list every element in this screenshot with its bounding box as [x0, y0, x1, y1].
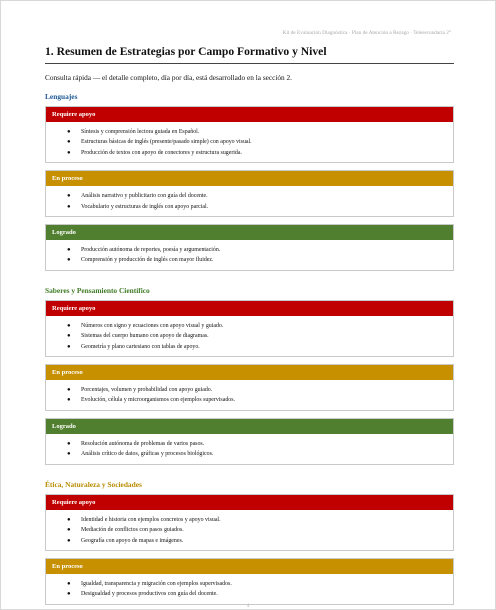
- page-number: 4: [246, 604, 250, 609]
- list-item-text: Producción autónoma de reportes, poesía y argumentación.: [81, 247, 221, 254]
- strategy-list: [46, 316, 453, 356]
- list-item: [67, 331, 453, 341]
- section-title-saberes: Saberes y Pensamiento Científico: [45, 285, 150, 295]
- level-block-requiere-apoyo: [45, 494, 454, 551]
- strategy-list: [46, 122, 453, 162]
- bullet-icon: ●: [67, 537, 71, 544]
- level-header-en-proceso: En proceso: [46, 559, 453, 574]
- section-etica: [45, 480, 454, 605]
- page-content: [45, 45, 454, 605]
- list-item: [67, 127, 453, 137]
- bullet-icon: ●: [67, 580, 71, 587]
- bullet-icon: ●: [67, 322, 71, 329]
- list-item-text: Geografía con apoyo de mapas e imágenes.: [81, 537, 184, 544]
- section-title-etica: Ética, Naturaleza y Sociedades: [45, 479, 142, 489]
- level-header-en-proceso: En proceso: [46, 171, 453, 186]
- section-saberes: [45, 286, 454, 465]
- strategy-list: [46, 510, 453, 550]
- list-item-text: Números con signo y ecuaciones con apoyo visual y guiado.: [81, 322, 224, 329]
- section-title-lenguajes: Lenguajes: [45, 92, 78, 101]
- page-title: 1. Resumen de Estrategias por Campo Formativo y Nivel: [45, 45, 454, 64]
- bullet-icon: ●: [67, 247, 71, 254]
- list-item: [67, 525, 453, 535]
- list-item-text: Resolución autónoma de problemas de varios pasos.: [81, 440, 205, 447]
- list-item: [67, 321, 453, 331]
- level-header-requiere-apoyo: Requiere apoyo: [46, 107, 453, 122]
- level-header-en-proceso: En proceso: [46, 365, 453, 380]
- level-header-requiere-apoyo: Requiere apoyo: [46, 301, 453, 316]
- bullet-icon: ●: [67, 591, 71, 598]
- list-item-text: Identidad e historia con ejemplos concretos y apoyo visual.: [81, 516, 221, 523]
- list-item: [67, 449, 453, 459]
- level-header-logrado: Logrado: [46, 419, 453, 434]
- list-item-text: Igualdad, transparencia y migración con ejemplos supervisados.: [81, 580, 232, 587]
- strategy-list: [46, 434, 453, 464]
- bullet-icon: ●: [67, 343, 71, 350]
- list-item: [67, 342, 453, 352]
- list-item-text: Mediación de conflictos con pasos guiados.: [81, 527, 184, 534]
- list-item: [67, 439, 453, 449]
- bullet-icon: ●: [67, 139, 71, 146]
- list-item: [67, 515, 453, 525]
- list-item-text: Síntesis y comprensión lectora guiada en Español.: [81, 129, 200, 135]
- list-item-text: Sistemas del cuerpo humano con apoyo de diagramas.: [81, 333, 209, 340]
- bullet-icon: ●: [67, 387, 71, 394]
- list-item-text: Producción de textos con apoyo de conectores y estructura sugerida.: [81, 149, 242, 156]
- bullet-icon: ●: [67, 257, 71, 264]
- list-item-text: Geometría y plano cartesiano con tablas de apoyo.: [81, 343, 200, 350]
- list-item: [67, 385, 453, 395]
- strategy-list: [46, 380, 453, 410]
- level-block-en-proceso: [45, 558, 454, 605]
- list-item: [67, 589, 453, 599]
- level-header-requiere-apoyo: Requiere apoyo: [46, 495, 453, 510]
- list-item: [67, 137, 453, 147]
- bullet-icon: ●: [67, 149, 71, 156]
- bullet-icon: ●: [67, 440, 71, 447]
- list-item-text: Comprensión y producción de inglés con mayor fluidez.: [81, 257, 214, 264]
- bullet-icon: ●: [67, 397, 71, 404]
- level-block-logrado: [45, 224, 454, 271]
- list-item: [67, 202, 453, 212]
- strategy-list: [46, 240, 453, 270]
- list-item-text: Análisis crítico de datos, gráficas y procesos biológicos.: [81, 451, 214, 458]
- bullet-icon: ●: [67, 193, 71, 200]
- list-item: [67, 191, 453, 201]
- list-item: [67, 245, 453, 255]
- list-item: [67, 536, 453, 546]
- level-header-logrado: Logrado: [46, 225, 453, 240]
- bullet-icon: ●: [67, 516, 71, 523]
- list-item: [67, 255, 453, 265]
- list-item-text: Estructuras básicas de inglés (presente/pasado simple) con apoyo visual.: [81, 139, 252, 146]
- list-item-text: Porcentajes, volumen y probabilidad con apoyo guiado.: [81, 387, 213, 394]
- level-block-requiere-apoyo: [45, 300, 454, 357]
- strategy-list: [46, 574, 453, 604]
- level-block-logrado: [45, 418, 454, 465]
- list-item-text: Evolución, célula y microorganismos con ejemplos supervisados.: [81, 397, 235, 404]
- strategy-list: [46, 186, 453, 216]
- list-item-text: Desigualdad y procesos productivos con guía del docente.: [81, 591, 218, 598]
- intro-text: Consulta rápida — el detalle completo, día por día, está desarrollado en la sección 2.: [45, 73, 292, 82]
- list-item: [67, 395, 453, 405]
- bullet-icon: ●: [67, 129, 71, 135]
- level-block-en-proceso: [45, 170, 454, 217]
- bullet-icon: ●: [67, 527, 71, 534]
- list-item-text: Vocabulario y estructuras de inglés con apoyo parcial.: [81, 203, 209, 210]
- section-lenguajes: [45, 92, 454, 271]
- level-block-requiere-apoyo: [45, 106, 454, 163]
- bullet-icon: ●: [67, 333, 71, 340]
- running-header: Kit de Evaluación Diagnóstica · Plan de Atención a Rezago · Telesecundaria 2°: [282, 30, 451, 36]
- list-item: [67, 579, 453, 589]
- list-item-text: Análisis narrativo y publicitario con guía del docente.: [81, 193, 208, 200]
- bullet-icon: ●: [67, 203, 71, 210]
- bullet-icon: ●: [67, 451, 71, 458]
- list-item: [67, 148, 453, 158]
- level-block-en-proceso: [45, 364, 454, 411]
